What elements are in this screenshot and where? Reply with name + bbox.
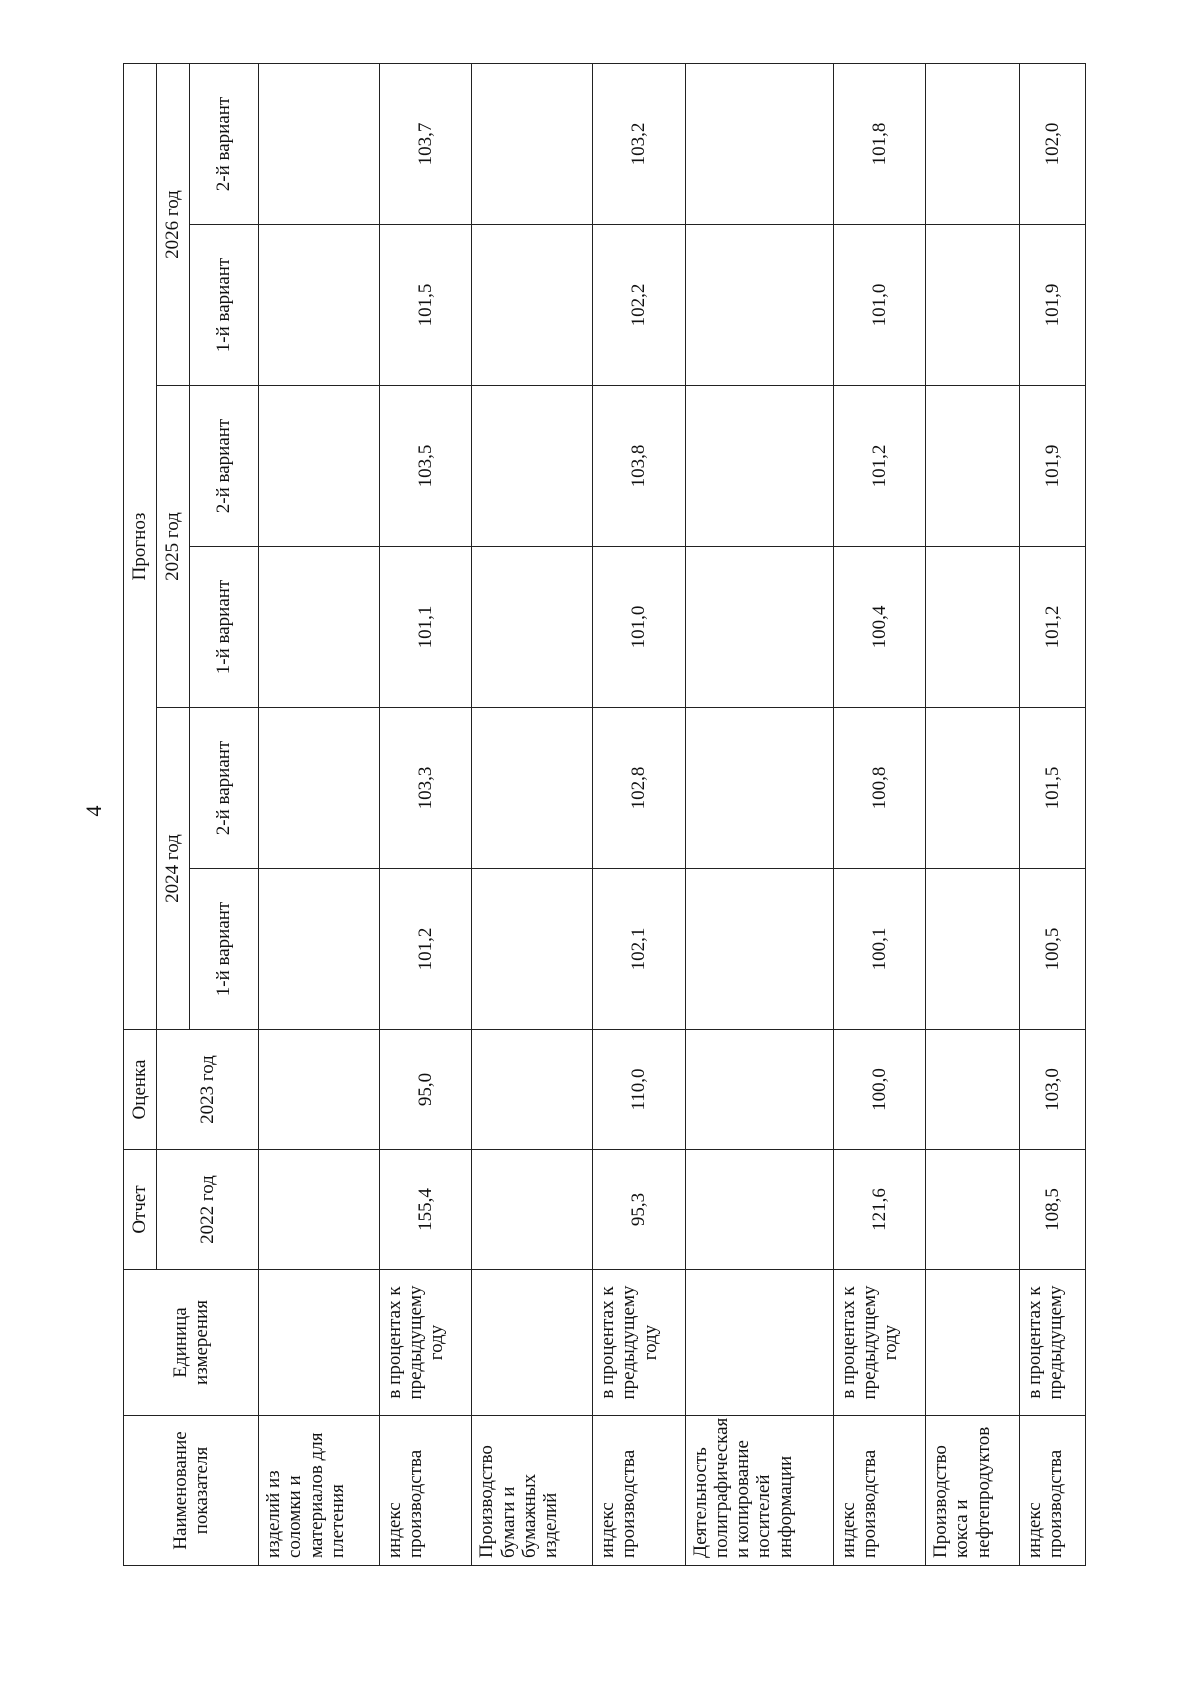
unit-cell bbox=[472, 1270, 593, 1416]
value-2025-variant-1: 100,4 bbox=[833, 547, 925, 708]
unit-cell bbox=[259, 1270, 380, 1416]
table-row bbox=[1019, 64, 1085, 1566]
header-variant: 1-й вариант bbox=[190, 547, 259, 708]
table-row bbox=[379, 64, 471, 1566]
value-2024-variant-1: 101,2 bbox=[379, 869, 471, 1030]
value-2024-variant-2: 103,3 bbox=[379, 708, 471, 869]
value-2026-variant-1: 102,2 bbox=[593, 225, 685, 386]
value-2022: 121,6 bbox=[833, 1150, 925, 1270]
rotated-table-wrapper bbox=[123, 64, 1086, 1566]
value-2025-variant-2 bbox=[259, 386, 380, 547]
table-row bbox=[685, 64, 833, 1566]
value-2026-variant-1 bbox=[259, 225, 380, 386]
value-2024-variant-1: 100,5 bbox=[1019, 869, 1085, 1030]
header-variant: 1-й вариант bbox=[190, 225, 259, 386]
rotated-table-content bbox=[123, 64, 1086, 1566]
value-2022: 155,4 bbox=[379, 1150, 471, 1270]
value-2025-variant-1 bbox=[926, 547, 1020, 708]
value-2025-variant-1 bbox=[685, 547, 833, 708]
indicator-name: Производство кокса и нефтепродуктов bbox=[926, 1416, 1020, 1566]
value-2024-variant-1 bbox=[926, 869, 1020, 1030]
indicator-name: Производство бумаги и бумажных изделий bbox=[472, 1416, 593, 1566]
header-variant: 2-й вариант bbox=[190, 64, 259, 225]
value-2026-variant-2: 103,7 bbox=[379, 64, 471, 225]
value-2023: 95,0 bbox=[379, 1030, 471, 1150]
header-year-2026: 2026 год bbox=[157, 64, 190, 386]
value-2026-variant-2 bbox=[259, 64, 380, 225]
table-row bbox=[259, 64, 380, 1566]
header-forecast: Прогноз bbox=[124, 64, 157, 1030]
value-2026-variant-1 bbox=[685, 225, 833, 386]
header-variant: 1-й вариант bbox=[190, 869, 259, 1030]
value-2024-variant-1: 102,1 bbox=[593, 869, 685, 1030]
value-2022 bbox=[472, 1150, 593, 1270]
value-2023 bbox=[926, 1030, 1020, 1150]
value-2025-variant-1: 101,2 bbox=[1019, 547, 1085, 708]
indicator-name: индекс производства bbox=[833, 1416, 925, 1566]
value-2023: 110,0 bbox=[593, 1030, 685, 1150]
value-2025-variant-2: 101,2 bbox=[833, 386, 925, 547]
value-2026-variant-1: 101,0 bbox=[833, 225, 925, 386]
value-2026-variant-2 bbox=[685, 64, 833, 225]
table-row bbox=[593, 64, 685, 1566]
value-2024-variant-2: 100,8 bbox=[833, 708, 925, 869]
indicator-name: Деятельность полиграфическая и копирование носителей информации bbox=[685, 1416, 833, 1566]
indicator-name: изделий из соломки и материалов для плетения bbox=[259, 1416, 380, 1566]
value-2025-variant-1 bbox=[259, 547, 380, 708]
value-2022 bbox=[926, 1150, 1020, 1270]
value-2023: 100,0 bbox=[833, 1030, 925, 1150]
value-2026-variant-2 bbox=[926, 64, 1020, 225]
value-2024-variant-2: 102,8 bbox=[593, 708, 685, 869]
header-year-2024: 2024 год bbox=[157, 708, 190, 1030]
indicator-name: индекс производства bbox=[593, 1416, 685, 1566]
value-2022: 108,5 bbox=[1019, 1150, 1085, 1270]
header-year-2023: 2023 год bbox=[157, 1030, 259, 1150]
value-2026-variant-1: 101,5 bbox=[379, 225, 471, 386]
value-2025-variant-2 bbox=[926, 386, 1020, 547]
header-year-2022: 2022 год bbox=[157, 1150, 259, 1270]
value-2023 bbox=[472, 1030, 593, 1150]
value-2024-variant-1: 100,1 bbox=[833, 869, 925, 1030]
table-row bbox=[833, 64, 925, 1566]
value-2024-variant-1 bbox=[685, 869, 833, 1030]
value-2026-variant-2: 101,8 bbox=[833, 64, 925, 225]
forecast-indicators-table bbox=[123, 63, 1086, 1566]
value-2026-variant-2 bbox=[472, 64, 593, 225]
value-2026-variant-1 bbox=[926, 225, 1020, 386]
value-2022 bbox=[685, 1150, 833, 1270]
page-number: 4 bbox=[81, 805, 106, 817]
value-2022: 95,3 bbox=[593, 1150, 685, 1270]
value-2024-variant-2 bbox=[472, 708, 593, 869]
value-2026-variant-1 bbox=[472, 225, 593, 386]
value-2024-variant-2: 101,5 bbox=[1019, 708, 1085, 869]
value-2024-variant-2 bbox=[259, 708, 380, 869]
header-report: Отчет bbox=[124, 1150, 157, 1270]
unit-cell: в процентах к предыдущему году bbox=[593, 1270, 685, 1416]
header-variant: 2-й вариант bbox=[190, 386, 259, 547]
value-2023 bbox=[259, 1030, 380, 1150]
value-2024-variant-1 bbox=[472, 869, 593, 1030]
value-2026-variant-1: 101,9 bbox=[1019, 225, 1085, 386]
unit-cell: в процентах к предыдущему году bbox=[379, 1270, 471, 1416]
indicator-name: индекс производства bbox=[379, 1416, 471, 1566]
unit-cell bbox=[685, 1270, 833, 1416]
value-2025-variant-2: 103,8 bbox=[593, 386, 685, 547]
value-2025-variant-2: 101,9 bbox=[1019, 386, 1085, 547]
value-2023 bbox=[685, 1030, 833, 1150]
value-2023: 103,0 bbox=[1019, 1030, 1085, 1150]
header-indicator-name: Наименование показателя bbox=[124, 1416, 259, 1566]
header-unit: Единица измерения bbox=[124, 1270, 259, 1416]
value-2025-variant-2 bbox=[685, 386, 833, 547]
value-2024-variant-1 bbox=[259, 869, 380, 1030]
value-2026-variant-2: 103,2 bbox=[593, 64, 685, 225]
value-2025-variant-2: 103,5 bbox=[379, 386, 471, 547]
value-2025-variant-2 bbox=[472, 386, 593, 547]
value-2025-variant-1: 101,0 bbox=[593, 547, 685, 708]
unit-cell bbox=[926, 1270, 1020, 1416]
header-year-2025: 2025 год bbox=[157, 386, 190, 708]
table-row bbox=[926, 64, 1020, 1566]
value-2025-variant-1 bbox=[472, 547, 593, 708]
indicator-name: индекс производства bbox=[1019, 1416, 1085, 1566]
value-2022 bbox=[259, 1150, 380, 1270]
header-estimate: Оценка bbox=[124, 1030, 157, 1150]
value-2024-variant-2 bbox=[685, 708, 833, 869]
header-variant: 2-й вариант bbox=[190, 708, 259, 869]
value-2025-variant-1: 101,1 bbox=[379, 547, 471, 708]
table-row bbox=[472, 64, 593, 1566]
unit-cell: в процентах к предыдущему bbox=[1019, 1270, 1085, 1416]
unit-cell: в процентах к предыдущему году bbox=[833, 1270, 925, 1416]
value-2026-variant-2: 102,0 bbox=[1019, 64, 1085, 225]
value-2024-variant-2 bbox=[926, 708, 1020, 869]
